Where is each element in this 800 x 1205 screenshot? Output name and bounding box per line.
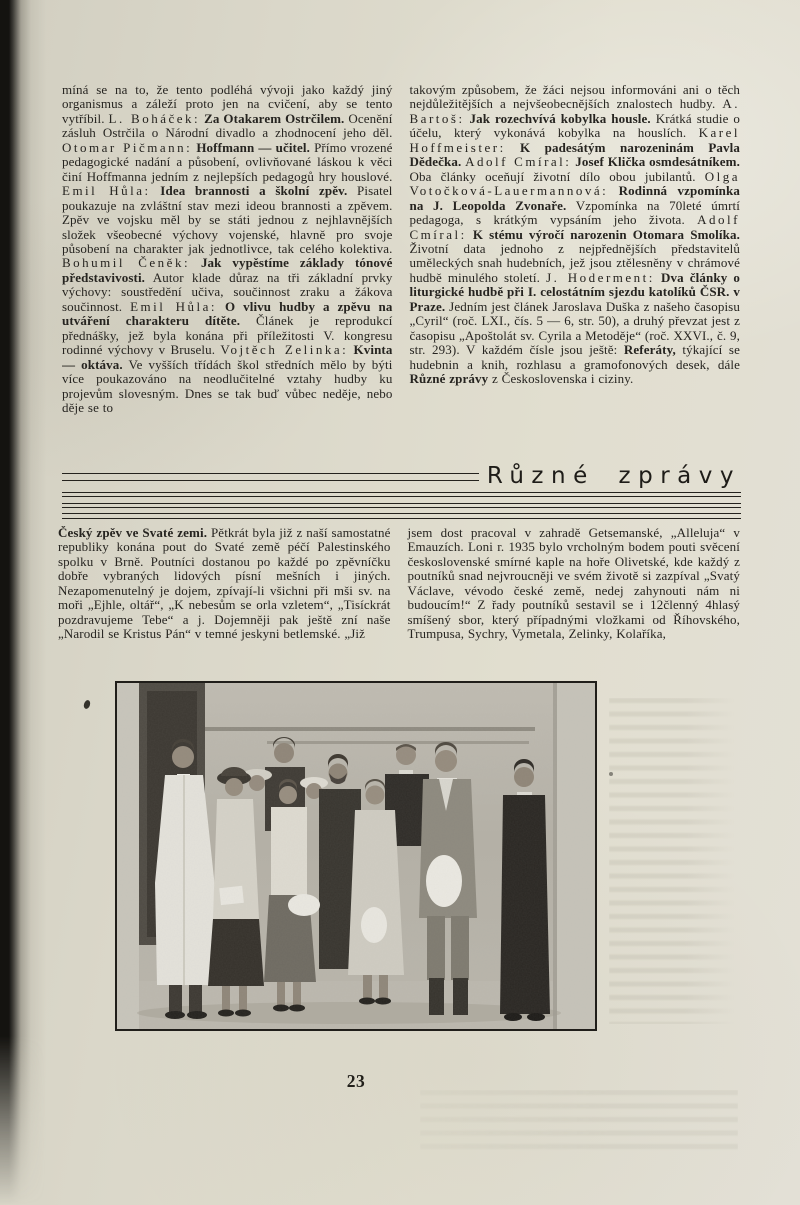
group-photo-illustration <box>117 683 595 1029</box>
section-header-row <box>62 463 741 489</box>
header-rule <box>62 513 741 518</box>
page-number: 23 <box>346 1071 366 1091</box>
news-section <box>58 526 740 675</box>
header-rule <box>62 492 741 497</box>
ink-spot <box>83 699 91 709</box>
showthrough-artifact <box>609 698 735 1024</box>
abstracts-section <box>62 83 740 477</box>
section-header <box>62 463 741 519</box>
column-upper-left: míná se na to, že tento podléhá vývoji jako každý jiný organismus a záleží proto jen na cvičení, aby se tento vytříbil. L. Boháček: Za Otakarem Ostrčilem. Ocenění zásluh Ostrčila o Národní divadlo a zhodnocení jeho děl. Otomar Pičmann: Hoffmann — učitel. Přímo vrozené pedagogické nadání a působení, ovlivňované láskou k věci činí Hoffmanna jedním z nejlepších pedagogů hry houslové. Emil Hůla: Idea brannosti a školní zpěv. Pisatel poukazuje na zvláštní stav mezi ideou brannosti a zpěvem. Zpěv ve vojsku měl by se státi jednou z nejhlavnějších složek všeobecné výchovy vojenské, hlavně pro svoje působení na charakter jak jednotlivce, tak celého kolektiva. Bohumil Čeněk: Jak vypěstíme základy tónové představivosti. Autor klade důraz na tři základní prvky výchovy: soustředění učiva, součinnost zraku a žákova součinnost. Emil Hůla: O vlivu hudby a zpěvu na utváření charakteru dítěte. Článek je reprodukcí přednášky, jež byla konána při příležitosti V. kongresu rodinné výchovy v Bruselu. Vojtěch Zelinka: Kvinta — oktáva. Ve vyšších třídách škol středních mělo by býti více poukazováno na neodlučitelné vztahy hudby ku projevům slovesným. Dnes se tak buď vůbec neděje, nebo děje se to <box>62 83 393 415</box>
column-lower-left: Český zpěv ve Svaté zemi. Pětkrát byla již z naší samostatné republiky konána pout do Svaté země péčí Palestinského spolku v Brně. Poutníci dostanou po každé po zpěvníčku dobře vybraných lidových písní mešních i jiných. Nezapomenutelný je dojem, zpívají-li všichni při mši sv. na moři „Ejhle, oltář“, „K nebesům se orla vzletem“, „Tisíckrát pozdravujeme Tebe“ a j. Dojemněji pak ještě zní naše „Narodil se Kristus Pán“ v temné jeskyni betlemské. „Již <box>58 526 391 642</box>
group-photo <box>115 681 597 1031</box>
binding-shadow <box>0 0 46 1205</box>
section-title: Různé zprávy <box>486 463 741 489</box>
column-lower-right: jsem dost pracoval v zahradě Getsemanské, „Alleluja“ v Emauzích. Loni r. 1935 bylo vrcholným bodem pouti svěcení československé smírné kaple na hoře Olivetské, kde každý z poutníků snad nejvroucněji ve svém životě si zazpíval „Svatý Václave, vévodo české země, nedej zahynouti nám ni budoucím!“ Z řady poutníků sestavil se i 12členný 4hlasý smíšený sbor, který případnými vložkami od Říhovského, Trumpusa, Sychry, Vymetala, Zelinky, Kolaříka, <box>407 526 740 642</box>
ink-spot <box>609 772 613 776</box>
showthrough-artifact <box>420 1090 738 1154</box>
header-rule <box>62 503 741 508</box>
header-rule-left <box>62 473 479 481</box>
column-upper-right: takovým způsobem, že žáci nejsou informováni ani o těch nejdůležitějších a nejvšeobecnějších znalostech hudby. A. Bartoš: Jak rozechvívá kobylka housle. Krátká studie o účelu, který vykonává kobylka na houslích. Karel Hoffmeister: K padesátým narozeninám Pavla Dědečka. Adolf Cmíral: Josef Klička osmdesátníkem. Oba články oceňují životní dílo obou jubilantů. Olga Votočková-Lauermannová: Rodinná vzpomínka na J. Leopolda Zvonaře. Vzpomínka na 70leté úmrtí pedagoga, s krátkým vypsáním jeho života. Adolf Cmíral: K stému výročí narozenin Otomara Smolíka. Životní data jednoho z nejpřednějších představitelů uměleckých snah hudebních, jež jsou ztělesněny v chrámové hudbě minulého století. J. Hoderment: Dva články o liturgické hudbě při I. celostátním sjezdu katolíků ČSR. v Praze. Jedním jest článek Jaroslava Duška z našeho časopisu „Cyril“ (roč. LXI., čís. 5 — 6, str. 50), a druhý převzat jest z časopisu „Apoštolát sv. Cyrila a Metoděje“ (roč. XXVI., č. 9, str. 293). V každém čísle jsou ještě: Referáty, týkající se hudebnin a knih, rozhlasu a gramofonových desek, dále Různé zprávy z Československa i ciziny. <box>409 83 740 387</box>
